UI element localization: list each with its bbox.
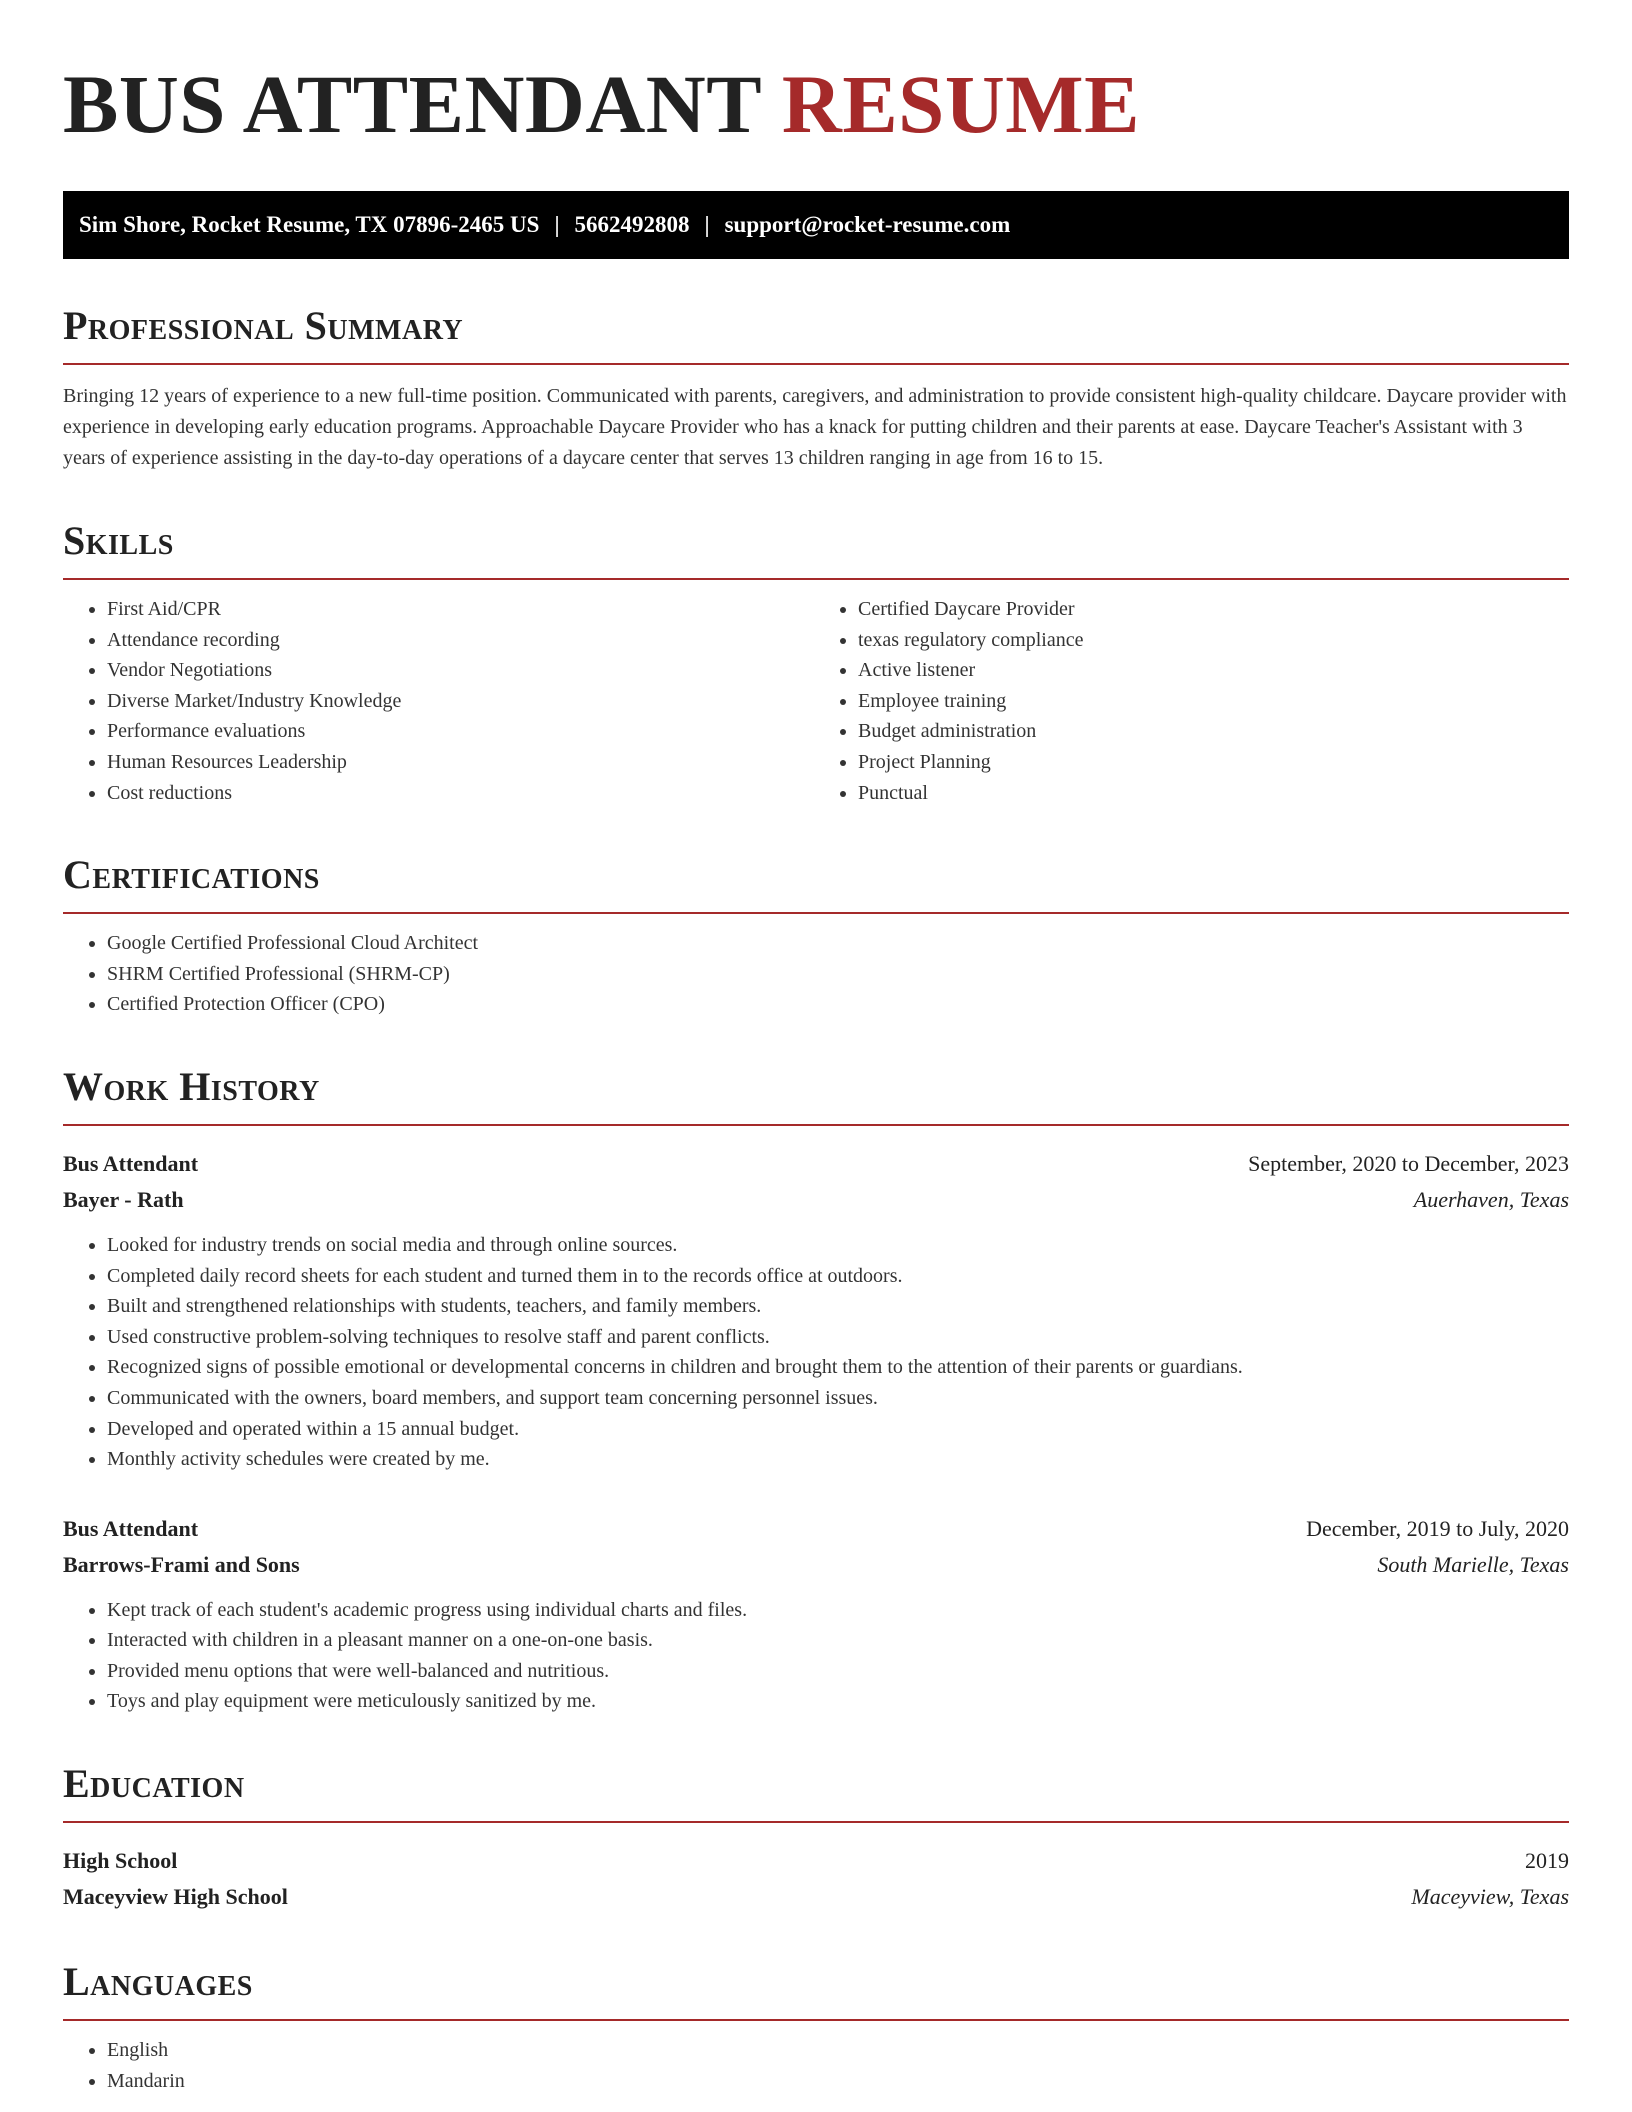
language-item: • Mandarin: [107, 2066, 1569, 2097]
job-dates: September, 2020 to December, 2023: [1248, 1150, 1569, 1176]
job-company-row: [63, 1547, 1569, 1583]
job-duty: • Looked for industry trends on social media and through online sources.: [107, 1230, 1569, 1261]
certifications-list: [63, 928, 1569, 1020]
section-divider: [63, 2019, 1569, 2021]
summary-text: Bringing 12 years of experience to a new full-time position. Communicated with parents, caregivers, and administration to provide consistent high-quality childcare. Daycare provider with experience in developing early education programs. Approachable Daycare Provider who has a knack for putting children and their parents at ease. Daycare Teacher's Assistant with 3 years of experience assisting in the day-to-day operations of a daycare center that serves 13 children ranging in age from 16 to 15.: [63, 385, 1567, 469]
job-duty: • Kept track of each student's academic progress using individual charts and files.: [107, 1595, 1569, 1626]
title-main: BUS ATTENDANT: [63, 58, 761, 150]
languages-section: [63, 1959, 1569, 2096]
job-title: Bus Attendant: [63, 1515, 199, 1541]
section-divider: [63, 578, 1569, 580]
job-duty: • Recognized signs of possible emotional or developmental concerns in children and brought them to the attention of their parents or guardians.: [107, 1352, 1569, 1383]
skill-item: • Attendance recording: [107, 625, 816, 656]
section-divider: [63, 1124, 1569, 1126]
section-divider: [63, 363, 1569, 365]
education-school: Maceyview High School: [63, 1884, 288, 1910]
education-degree: High School: [63, 1848, 178, 1874]
certification-item: • Certified Protection Officer (CPO): [107, 989, 1569, 1020]
skill-item: • Certified Daycare Provider: [858, 594, 1569, 625]
skill-item: • First Aid/CPR: [107, 594, 816, 625]
education-entry: [63, 1843, 1569, 1915]
job-entry: [63, 1511, 1569, 1717]
section-heading: Work History: [63, 1063, 320, 1109]
skill-item: • Active listener: [858, 655, 1569, 686]
skill-item: • Performance evaluations: [107, 716, 816, 747]
job-company: Bayer - Rath: [63, 1186, 184, 1212]
section-heading: Certifications: [63, 852, 320, 898]
contact-bar: [63, 191, 1569, 259]
job-entry: [63, 1146, 1569, 1475]
section-heading: Professional Summary: [63, 303, 464, 348]
skill-item: • Vendor Negotiations: [107, 655, 816, 686]
job-duty: • Interacted with children in a pleasant manner on a one-on-one basis.: [107, 1625, 1569, 1656]
job-header-row: [63, 1511, 1569, 1547]
job-duties-list: [63, 1595, 1569, 1717]
skill-item: • texas regulatory compliance: [858, 625, 1569, 656]
certification-item: • Google Certified Professional Cloud Architect: [107, 928, 1569, 959]
certifications-section: [63, 852, 1569, 1020]
job-company: Barrows-Frami and Sons: [63, 1551, 300, 1577]
section-divider: [63, 1821, 1569, 1823]
job-header-row: [63, 1146, 1569, 1182]
job-duty: • Built and strengthened relationships with students, teachers, and family members.: [107, 1291, 1569, 1322]
skill-item: • Employee training: [858, 686, 1569, 717]
job-company-row: [63, 1182, 1569, 1218]
education-location: Maceyview, Texas: [1411, 1884, 1569, 1910]
contact-address: Sim Shore, Rocket Resume, TX 07896-2465 US: [79, 212, 540, 237]
skill-item: • Diverse Market/Industry Knowledge: [107, 686, 816, 717]
section-heading: Skills: [63, 518, 174, 563]
resume-title: [63, 0, 1569, 148]
title-accent: RESUME: [781, 58, 1140, 150]
job-duty: • Developed and operated within a 15 annual budget.: [107, 1414, 1569, 1445]
skills-list-left: [63, 594, 816, 808]
certification-item: • SHRM Certified Professional (SHRM-CP): [107, 959, 1569, 990]
skills-section: [63, 518, 1569, 808]
job-duty: • Provided menu options that were well-balanced and nutritious.: [107, 1656, 1569, 1687]
education-header-row: [63, 1843, 1569, 1879]
job-duty: • Completed daily record sheets for each student and turned them in to the records office at outdoors.: [107, 1261, 1569, 1292]
job-title: Bus Attendant: [63, 1150, 199, 1176]
job-duty: • Used constructive problem-solving techniques to resolve staff and parent conflicts.: [107, 1322, 1569, 1353]
job-location: Auerhaven, Texas: [1413, 1186, 1569, 1212]
section-heading: Languages: [63, 1959, 253, 2005]
skill-item: • Punctual: [858, 778, 1569, 809]
job-duty: • Communicated with the owners, board members, and support team concerning personnel issues.: [107, 1383, 1569, 1414]
skill-item: • Cost reductions: [107, 778, 816, 809]
contact-separator: |: [554, 212, 560, 237]
skill-item: • Human Resources Leadership: [107, 747, 816, 778]
section-divider: [63, 912, 1569, 914]
contact-phone: 5662492808: [574, 212, 690, 237]
skill-item: • Project Planning: [858, 747, 1569, 778]
job-dates: December, 2019 to July, 2020: [1306, 1515, 1569, 1541]
education-section: [63, 1761, 1569, 1915]
education-year: 2019: [1525, 1848, 1569, 1874]
skill-item: • Budget administration: [858, 716, 1569, 747]
language-item: • English: [107, 2035, 1569, 2066]
job-location: South Marielle, Texas: [1377, 1551, 1569, 1577]
languages-list: [63, 2035, 1569, 2096]
skills-list-right: [816, 594, 1569, 808]
contact-separator: |: [704, 212, 710, 237]
section-heading: Education: [63, 1761, 245, 1807]
skills-columns: [63, 594, 1569, 808]
job-duty: • Toys and play equipment were meticulously sanitized by me.: [107, 1686, 1569, 1717]
work-history-section: [63, 1064, 1569, 1717]
job-duties-list: [63, 1230, 1569, 1475]
summary-section: [63, 303, 1569, 474]
education-school-row: [63, 1879, 1569, 1915]
job-duty: • Monthly activity schedules were created by me.: [107, 1444, 1569, 1475]
contact-email: support@rocket-resume.com: [724, 212, 1011, 237]
